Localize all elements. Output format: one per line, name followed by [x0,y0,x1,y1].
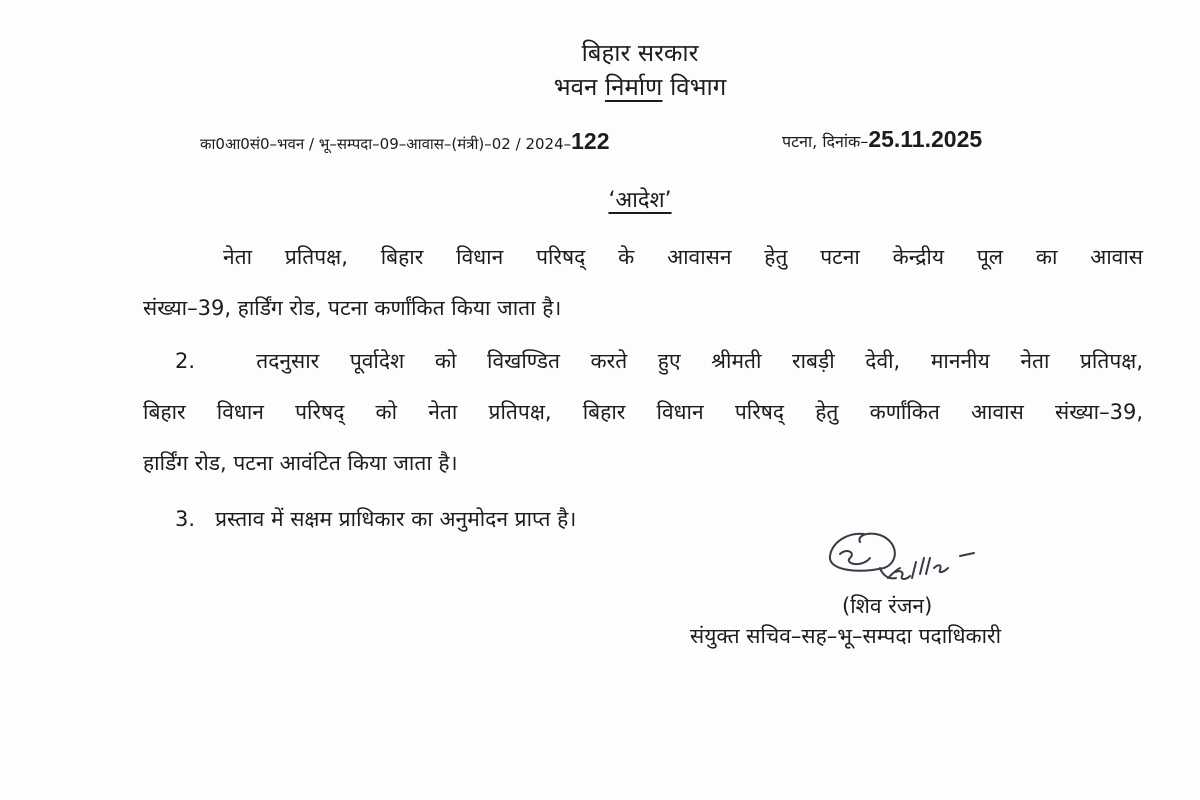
date-line [782,126,982,153]
handwritten-signature [826,528,1016,590]
signature-scribble-icon [826,528,1016,590]
government-name: बिहार सरकार [581,39,699,67]
paragraph-line: हार्डिंग रोड, पटना आवंटित किया जाता है। [143,451,458,475]
paragraph-line: नेता प्रतिपक्ष, बिहार विधान परिषद् के आवासन हेतु पटना केन्द्रीय पूल का आवास [223,245,1143,269]
reference-serial: 122 [571,128,610,154]
paragraph-1 [143,232,1143,334]
reference-number [200,128,610,155]
date-value: 25.11.2025 [868,126,983,152]
paragraph-line: संख्या–39, हार्डिंग रोड, पटना कर्णांकित किया जाता है। [143,296,562,320]
order-title [0,184,1200,214]
paragraph-number: 2. [175,349,196,373]
paragraph-text: प्रस्ताव में सक्षम प्राधिकार का अनुमोदन प्राप्त है। [215,507,577,531]
paragraph-line [143,336,1143,387]
department-suffix: विभाग [670,73,727,101]
department-underlined-word: निर्माण [604,73,663,101]
signatory-designation: संयुक्त सचिव–सह–भू–सम्पदा पदाधिकारी [690,624,1002,648]
government-heading [0,36,1200,69]
order-title-text: ‘आदेश’ [608,188,672,213]
reference-prefix: का0आ0सं0–भवन / भू–सम्पदा–09–आवास–(मंत्री)–02 / 2024– [200,135,572,153]
date-label: पटना, दिनांक– [782,132,869,151]
paragraph-line: बिहार विधान परिषद् को नेता प्रतिपक्ष, बिहार विधान परिषद् हेतु कर्णांकित आवास संख्या–39, [143,400,1143,424]
paragraph-2 [143,336,1143,489]
department-heading [0,70,1200,103]
department-prefix: भवन [553,73,598,101]
paragraph-number: 3. [175,507,196,531]
signatory-name: (शिव रंजन) [842,594,933,618]
paragraph-text: तदनुसार पूर्वादेश को विखण्डित करते हुए श्रीमती राबड़ी देवी, माननीय नेता प्रतिपक्ष, [256,349,1144,373]
